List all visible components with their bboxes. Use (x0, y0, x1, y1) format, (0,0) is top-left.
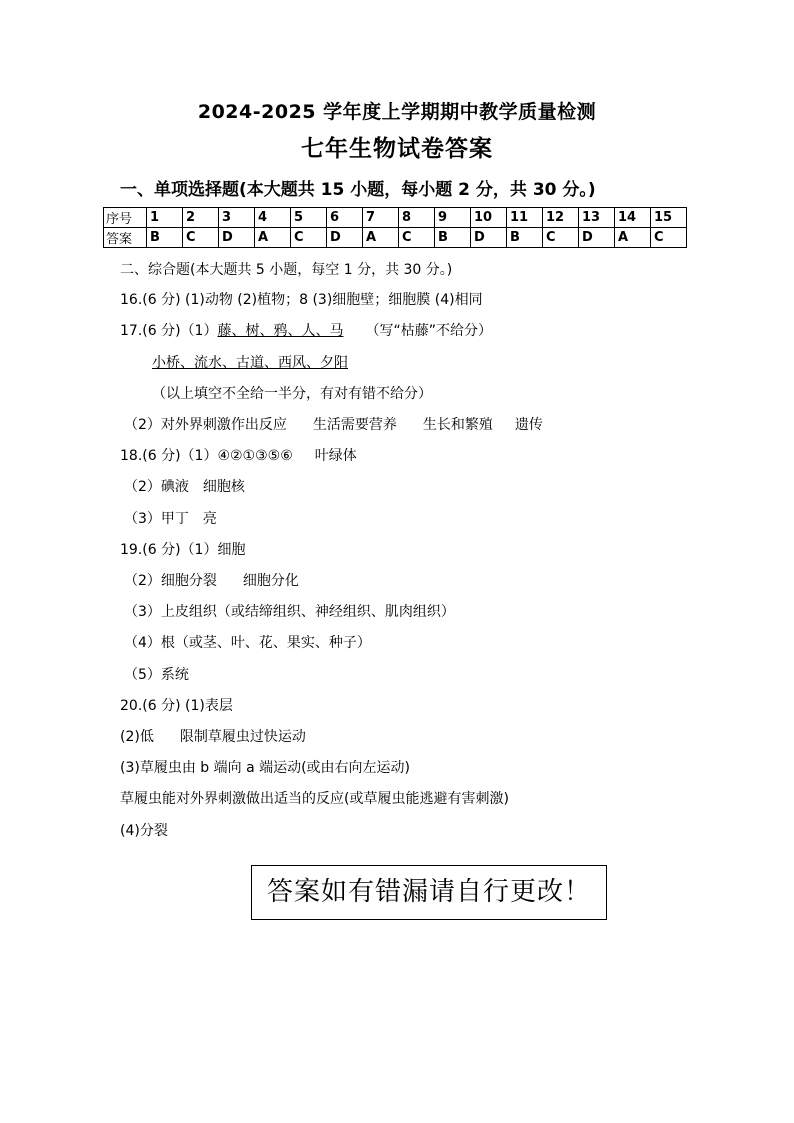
answer-q20-3: (3)草履虫由 b 端向 a 端运动(或由右向左运动) (120, 760, 411, 776)
answer-q17-rule: （以上填空不全给一半分，有对有错不给分） (152, 386, 432, 402)
q18-1-part-a: 18.(6 分)（1）④②①③⑤⑥ (120, 448, 293, 464)
q17-2-part-a: （2）对外界刺激作出反应 (124, 417, 287, 433)
question-number: 9 (435, 208, 471, 228)
q18-2-part-b: 细胞核 (202, 479, 245, 495)
question-number: 8 (399, 208, 435, 228)
question-number: 15 (651, 208, 687, 228)
answer-cell: D (579, 228, 615, 248)
answer-cell: D (471, 228, 507, 248)
q18-3-part-b: 亮 (202, 511, 217, 527)
answer-q18-3 (124, 508, 217, 528)
row-label-answer: 答案 (104, 228, 147, 248)
answer-cell: A (615, 228, 651, 248)
answer-q19-1: 19.(6 分)（1）细胞 (120, 542, 246, 558)
q18-1-part-b: 叶绿体 (314, 448, 357, 464)
question-number: 5 (291, 208, 327, 228)
answer-q17-1b: 小桥、流水、古道、西风、夕阳 (152, 355, 348, 371)
question-number: 12 (543, 208, 579, 228)
q20-2-part-a: (2)低 (120, 729, 154, 745)
answer-q16: 16.(6 分) (1)动物 (2)植物；8 (3)细胞壁；细胞膜 (4)相同 (120, 292, 483, 308)
q19-2-part-a: （2）细胞分裂 (124, 573, 217, 589)
table-row-numbers (104, 208, 687, 228)
table-row-answers (104, 228, 687, 248)
question-number: 3 (219, 208, 255, 228)
answer-q19-4: （4）根（或茎、叶、花、果实、种子） (124, 635, 371, 651)
question-number: 1 (147, 208, 183, 228)
answer-cell: D (327, 228, 363, 248)
question-number: 2 (183, 208, 219, 228)
exam-subtitle: 七年生物试卷答案 (301, 136, 493, 162)
question-number: 7 (363, 208, 399, 228)
question-number: 13 (579, 208, 615, 228)
answer-cell: A (255, 228, 291, 248)
answer-q19-2 (124, 570, 299, 590)
answer-q17-2 (124, 414, 543, 434)
answer-q20-1: 20.(6 分) (1)表层 (120, 698, 233, 714)
answer-q19-5: （5）系统 (124, 667, 189, 683)
row-label-number: 序号 (104, 208, 147, 228)
answer-cell: D (219, 228, 255, 248)
q18-3-part-a: （3）甲丁 (124, 511, 189, 527)
answer-q19-3: （3）上皮组织（或结缔组织、神经组织、肌肉组织） (124, 604, 455, 620)
question-number: 11 (507, 208, 543, 228)
q17-answer-1: 藤、树、鸦、人、马 (217, 323, 344, 339)
answer-q20-4: (4)分裂 (120, 823, 168, 839)
section1-title: 一、单项选择题(本大题共 15 小题，每小题 2 分，共 30 分。) (120, 180, 596, 200)
exam-title: 2024-2025 学年度上学期期中教学质量检测 (197, 101, 597, 123)
q18-2-part-a: （2）碘液 (124, 479, 189, 495)
answer-cell: C (543, 228, 579, 248)
q17-note: （写“枯藤”不给分） (365, 323, 492, 339)
answer-cell: B (507, 228, 543, 248)
q17-prefix: 17.(6 分)（1） (120, 323, 218, 339)
answer-q18-2 (124, 476, 245, 496)
q17-2-part-d: 遗传 (514, 417, 543, 433)
q20-2-part-b: 限制草履虫过快运动 (179, 729, 306, 745)
q17-2-part-c: 生长和繁殖 (422, 417, 493, 433)
section2-title: 二、综合题(本大题共 5 小题，每空 1 分，共 30 分。) (120, 262, 453, 278)
answer-q18-1 (120, 445, 357, 465)
answer-cell: A (363, 228, 399, 248)
answer-table (103, 207, 687, 248)
q19-2-part-b: 细胞分化 (242, 573, 299, 589)
question-number: 14 (615, 208, 651, 228)
question-number: 4 (255, 208, 291, 228)
answer-cell: C (291, 228, 327, 248)
answer-cell: C (183, 228, 219, 248)
answer-cell: C (399, 228, 435, 248)
answer-q17-1 (120, 320, 492, 340)
answer-cell: C (651, 228, 687, 248)
question-number: 6 (327, 208, 363, 228)
answer-q20-2 (120, 726, 306, 746)
question-number: 10 (471, 208, 507, 228)
answer-cell: B (435, 228, 471, 248)
answer-cell: B (147, 228, 183, 248)
q17-2-part-b: 生活需要营养 (312, 417, 397, 433)
answer-q20-3b: 草履虫能对外界刺激做出适当的反应(或草履虫能逃避有害刺激) (120, 791, 509, 807)
correction-notice-box: 答案如有错漏请自行更改！ (251, 865, 607, 920)
